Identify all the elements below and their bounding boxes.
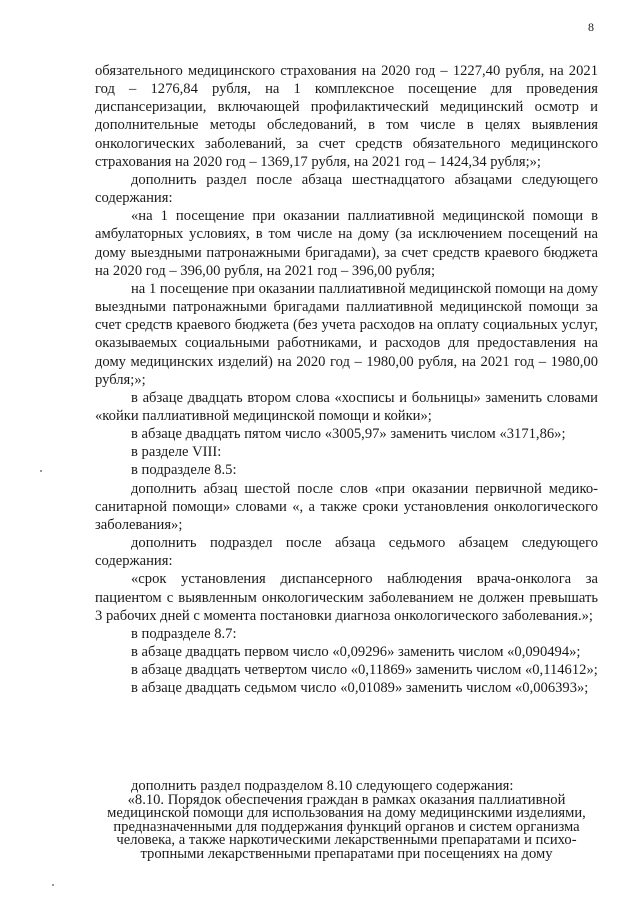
closing-line: человека, а также наркотическими лекарственными препаратами и психо- [116, 832, 577, 849]
document-body [95, 62, 598, 697]
paragraph: дополнить абзац шестой после слов «при оказании первичной медико-санитарной помощи» словами «, а также сроки установления онкологического заболевания»; [95, 480, 598, 533]
page-number: 8 [588, 20, 594, 34]
paragraph: дополнить раздел после абзаца шестнадцатого абзацами следующего содержания: [95, 171, 598, 207]
closing-intro: дополнить раздел подразделом 8.10 следующего содержания: [131, 778, 514, 794]
scan-speck [52, 884, 54, 886]
paragraph: обязательного медицинского страхования на 2020 год – 1227,40 рубля, на 2021 год – 1276,84 рубля, на 1 комплексное посещение для проведения диспансеризации, включающей профилактический медицинский осмотр и дополнительные методы обследований, в том числе в целях выявления онкологических заболеваний, за счет средств обязательного медицинского страхования на 2020 год – 1369,17 рубля, на 2021 год – 1424,34 рубля;»; [95, 63, 598, 170]
paragraph: дополнить подраздел после абзаца седьмого абзацем следующего содержания: [95, 535, 598, 570]
closing-line: предназначенными для поддержания функций органов и систем организма [113, 818, 580, 835]
paragraph: на 1 посещение при оказании паллиативной медицинской помощи на дому выездными патронажными бригадами паллиативной медицинской помощи за счет средств краевого бюджета (без учета расходов на оплату социальных услуг, оказываемых социальными работниками, и расходов для предоставления на дому медицинских изделий) на 2020 год – 1980,00 рубля, на 2021 год – 1980,00 рубля;»; [95, 280, 598, 388]
paragraph: в подразделе 8.5: [131, 462, 237, 479]
paragraph: в подразделе 8.7: [131, 625, 237, 642]
scan-speck [40, 470, 42, 472]
paragraph: в абзаце двадцать четвертом число «0,11869» заменить числом «0,114612»; [131, 662, 598, 679]
paragraph: в абзаце двадцать первом число «0,09296» заменить числом «0,090494»; [131, 644, 581, 660]
paragraph: в абзаце двадцать седьмом число «0,01089» заменить числом «0,006393»; [131, 680, 589, 697]
closing-line: тропными лекарственными препаратами при посещениях на дому [140, 845, 553, 862]
paragraph: «срок установления диспансерного наблюдения врача-онколога за пациентом с выявленным онкологическим заболеванием не должен превышать 3 рабочих дней с момента постановки диагноза онкологического заболевания.»; [95, 571, 598, 624]
paragraph: «на 1 посещение при оказании паллиативной медицинской помощи в амбулаторных условиях, в том числе на дому (за исключением посещений на дому выездными патронажными бригадами), за счет средств краевого бюджета на 2020 год – 396,00 рубля, на 2021 год – 396,00 рубля; [95, 208, 598, 279]
paragraph: в разделе VIII: [131, 444, 222, 461]
paragraph: в абзаце двадцать втором слова «хосписы и больницы» заменить словами «койки паллиативной медицинской помощи и койки»; [95, 389, 598, 424]
closing-section [95, 780, 598, 862]
paragraph: в абзаце двадцать пятом число «3005,97» заменить числом «3171,86»; [131, 426, 566, 443]
closing-line: «8.10. Порядок обеспечения граждан в рамках оказания паллиативной медицинской помощи для использования на дому медицинскими изделиями, [107, 791, 586, 822]
